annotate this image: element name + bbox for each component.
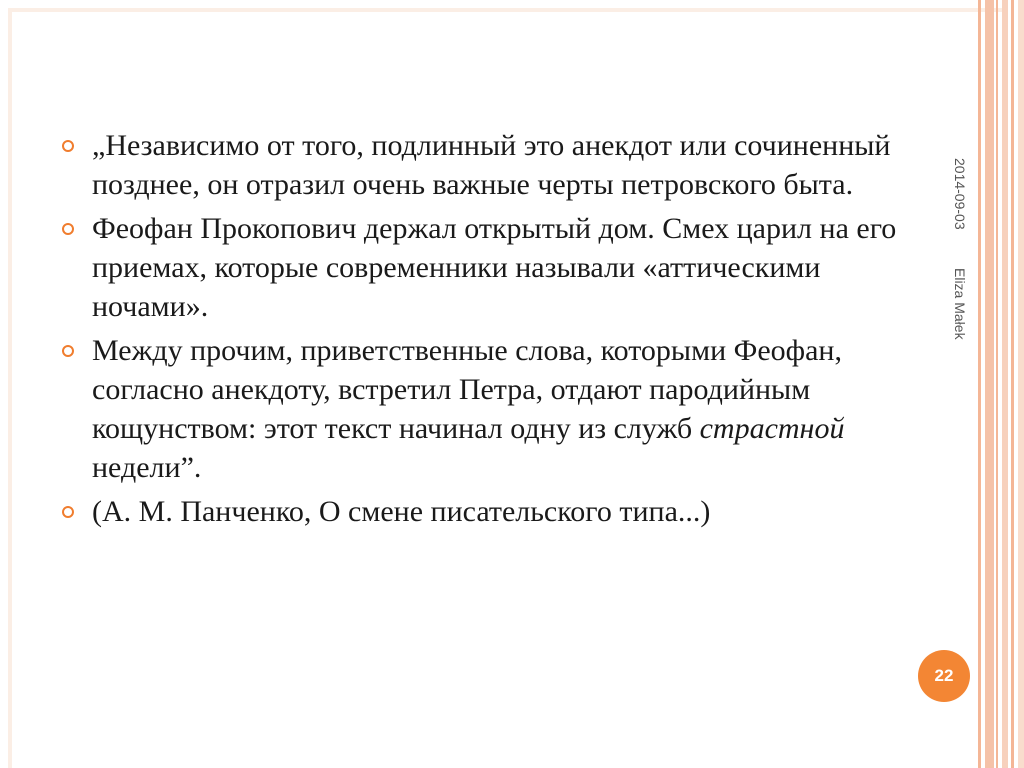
circle-outline-icon	[62, 140, 74, 152]
bullet-text: недели”.	[92, 451, 202, 484]
decorative-stripe	[978, 0, 981, 768]
bullet-item	[62, 331, 902, 487]
decorative-stripe	[1002, 0, 1008, 768]
circle-outline-icon	[62, 506, 74, 518]
circle-outline-icon	[62, 223, 74, 235]
decorative-stripe	[996, 0, 998, 768]
page-number: 22	[934, 666, 954, 685]
slide-date: 2014-09-03	[952, 158, 968, 230]
bullet-text: „Независимо от того, подлинный это анекдот или сочиненный позднее, он отразил очень важные черты петровского быта.	[92, 129, 891, 201]
bullet-text: (А. М. Панченко, О смене писательского типа...)	[92, 495, 711, 528]
decorative-stripe	[1011, 0, 1014, 768]
page-number-badge	[918, 650, 970, 702]
bullet-item	[62, 209, 902, 326]
bullet-text-italic: страстной	[699, 412, 845, 445]
slide-body	[62, 126, 902, 536]
bullet-text: Феофан Прокопович держал открытый дом. Смех царил на его приемах, которые современники называли «аттическими ночами».	[92, 212, 897, 323]
decorative-stripe	[1018, 0, 1024, 768]
decorative-stripe	[985, 0, 994, 768]
circle-outline-icon	[62, 345, 74, 357]
bullet-item	[62, 126, 902, 204]
slide-author: Eliza Małek	[952, 268, 968, 340]
bullet-item	[62, 492, 902, 531]
bullet-text: Между прочим, приветственные слова, которыми Феофан, согласно анекдоту, встретил Петра, отдают пародийным кощунством: этот текст начинал одну из служб	[92, 334, 842, 445]
